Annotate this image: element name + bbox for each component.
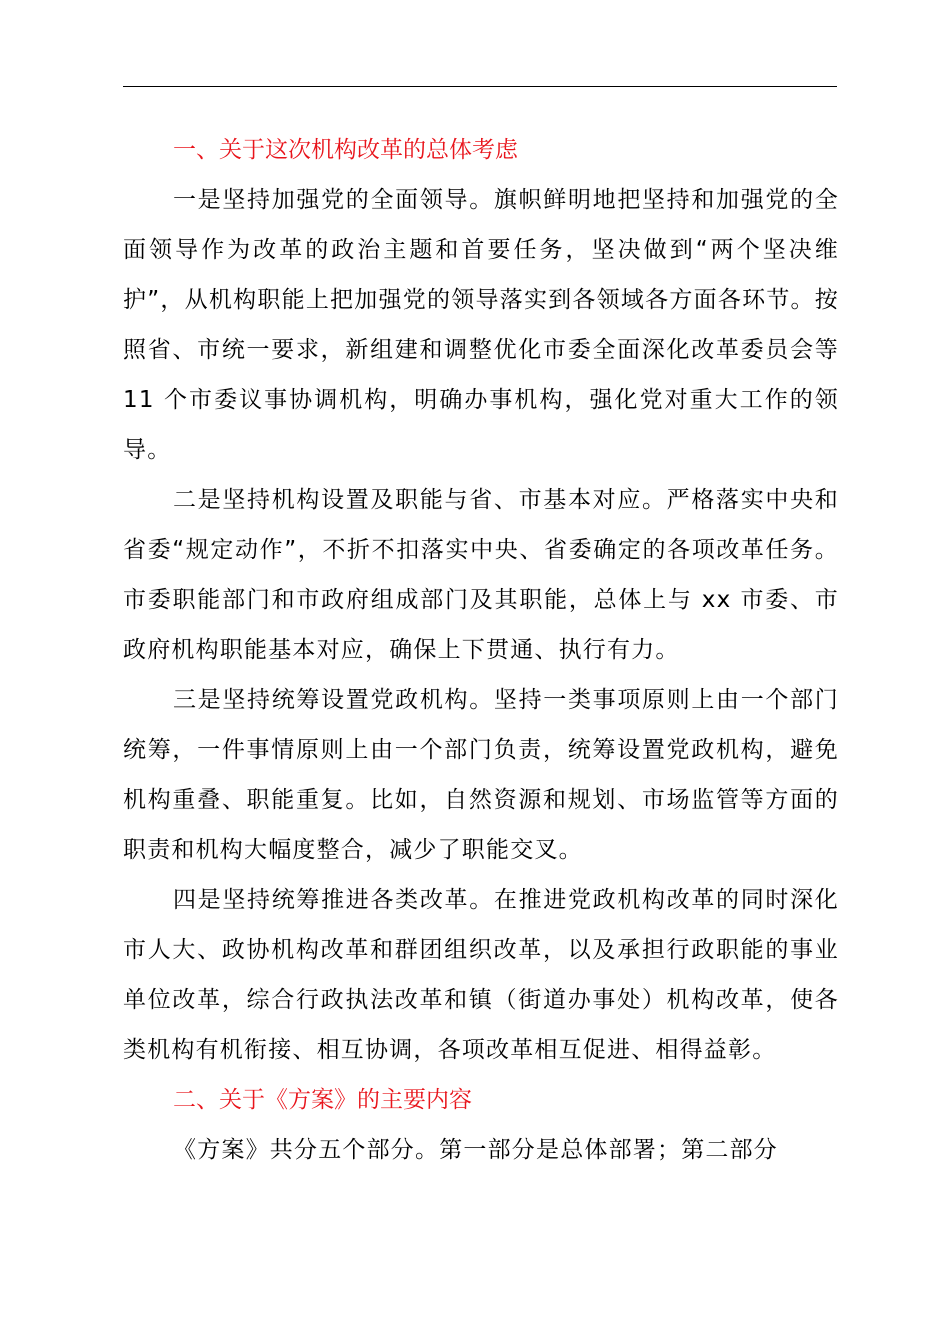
- section-1-heading: 一、关于这次机构改革的总体考虑: [173, 137, 518, 163]
- section-1-paragraph-2: 二是坚持机构设置及职能与省、市基本对应。严格落实中央和省委“规定动作”，不折不扣落实中央、省委确定的各项改革任务。市委职能部门和市政府组成部门及其职能，总体上与 xx 市委、市政府机构职能基本对应，确保上下贯通、执行有力。: [123, 487, 839, 663]
- section-1-paragraph-1: 一是坚持加强党的全面领导。旗帜鲜明地把坚持和加强党的全面领导作为改革的政治主题和首要任务，坚决做到“两个坚决维护”，从机构职能上把加强党的领导落实到各领域各方面各环节。按照省、市统一要求，新组建和调整优化市委全面深化改革委员会等 11 个市委议事协调机构，明确办事机构，强化党对重大工作的领导。: [123, 187, 839, 463]
- header-rule: [123, 86, 837, 87]
- document-body: [123, 125, 839, 1175]
- section-1-paragraph-4: 四是坚持统筹推进各类改革。在推进党政机构改革的同时深化市人大、政协机构改革和群团组织改革，以及承担行政职能的事业单位改革，综合行政执法改革和镇（街道办事处）机构改革，使各类机构有机衔接、相互协调，各项改革相互促进、相得益彰。: [123, 887, 839, 1063]
- section-1-paragraph-3: 三是坚持统筹设置党政机构。坚持一类事项原则上由一个部门统筹，一件事情原则上由一个部门负责，统筹设置党政机构，避免机构重叠、职能重复。比如，自然资源和规划、市场监管等方面的职责和机构大幅度整合，减少了职能交叉。: [123, 687, 839, 863]
- section-2-heading: 二、关于《方案》的主要内容: [173, 1087, 472, 1113]
- section-2-paragraph-1: 《方案》共分五个部分。第一部分是总体部署；第二部分: [173, 1137, 778, 1163]
